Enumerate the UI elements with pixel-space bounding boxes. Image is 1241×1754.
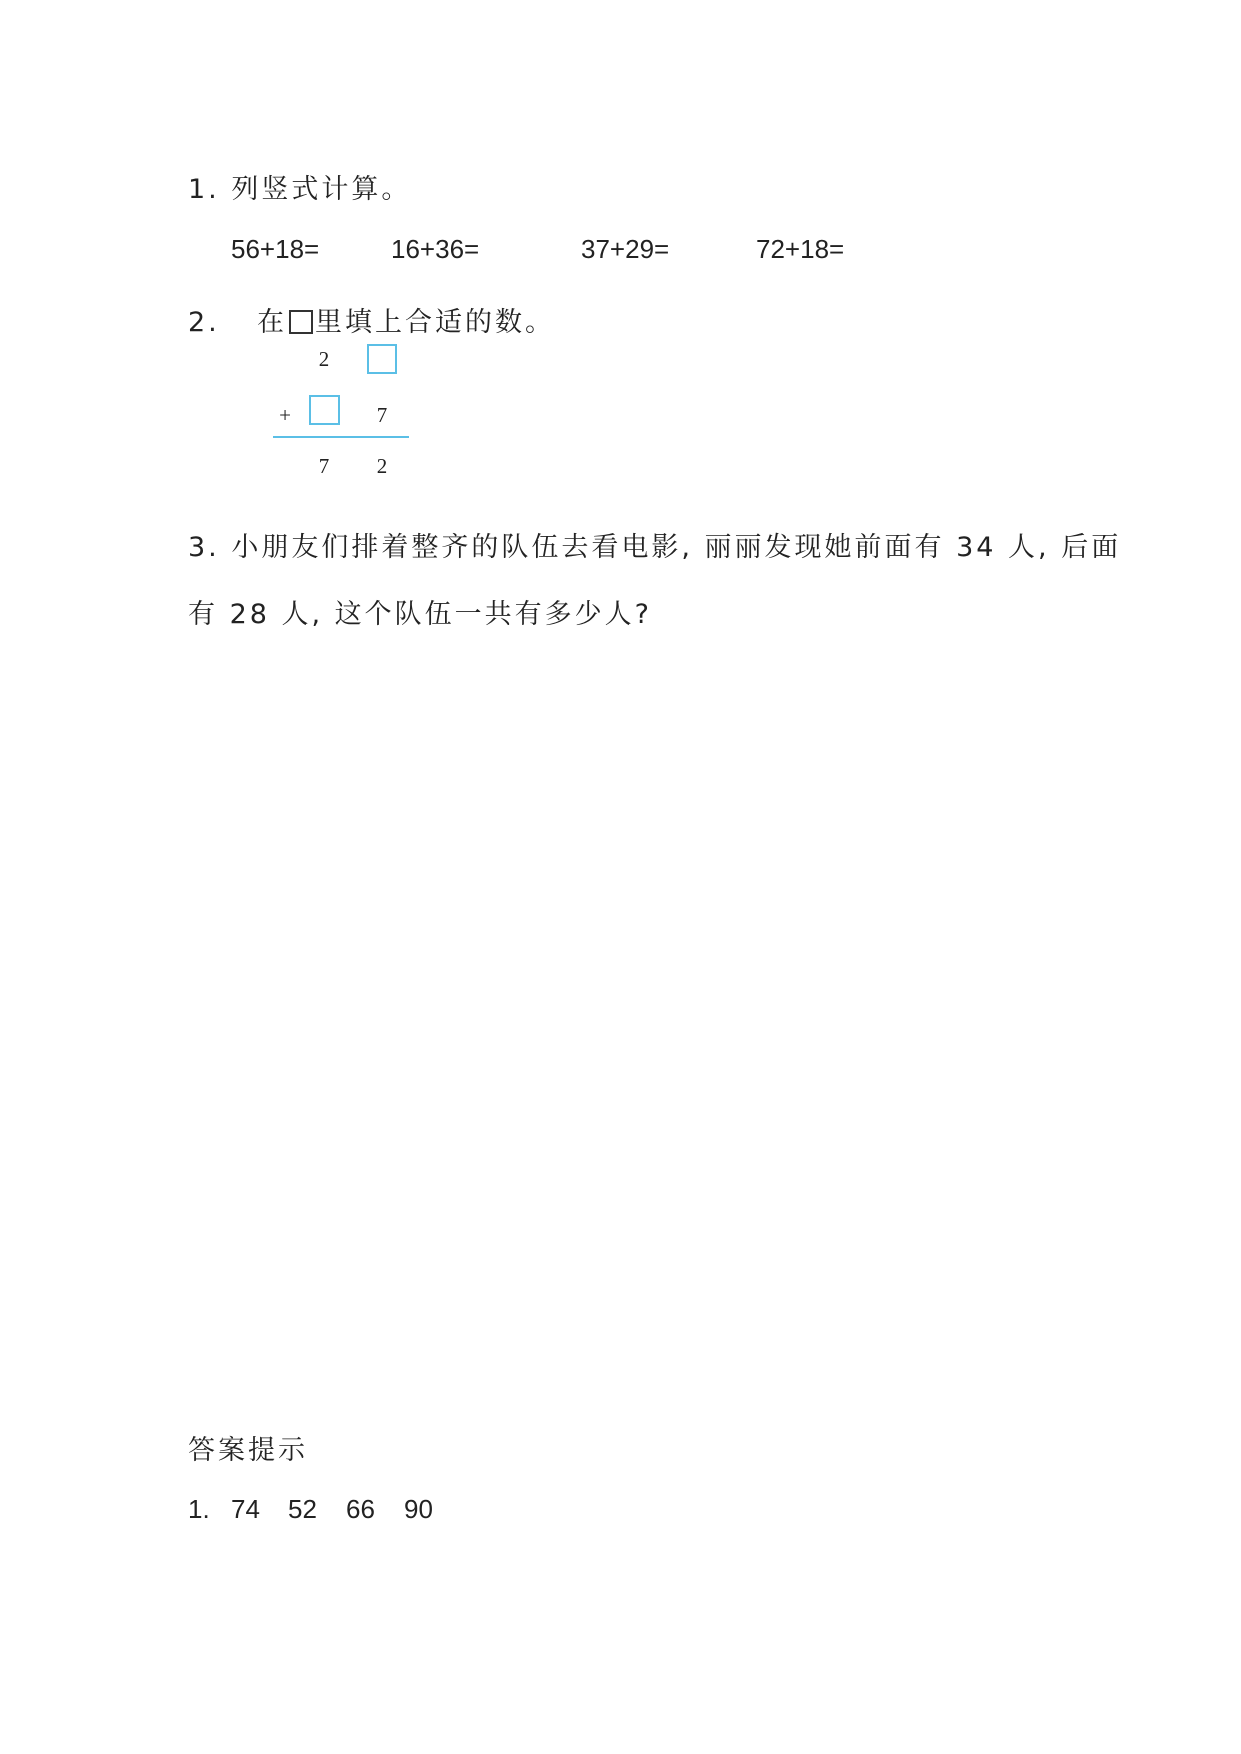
expression-1: 56+18=	[231, 234, 320, 264]
plus-sign: +	[279, 403, 291, 427]
result-ones-digit: 2	[376, 454, 388, 478]
question-2-text-after: 里填上合适的数。	[314, 307, 555, 338]
vertical-top-digit: 2	[318, 347, 330, 371]
expression-4: 72+18=	[756, 234, 845, 264]
question-2-text-before: 在	[256, 307, 287, 338]
result-tens-digit: 7	[318, 454, 330, 478]
answers-line-1-label: 1.	[188, 1494, 210, 1524]
question-1-title: 1. 列竖式计算。	[188, 174, 412, 205]
answers-heading: 答案提示	[188, 1435, 308, 1466]
answer-value-3: 66	[346, 1494, 375, 1524]
expression-2: 16+36=	[391, 234, 480, 264]
question-3-line-2: 有 28 人, 这个队伍一共有多少人?	[188, 599, 653, 630]
answer-value-2: 52	[288, 1494, 317, 1524]
expression-3: 37+29=	[581, 234, 670, 264]
sum-line	[273, 436, 409, 438]
vertical-mid-digit: 7	[376, 403, 388, 427]
answer-blank-top[interactable]	[367, 344, 397, 374]
question-3-line-1: 3. 小朋友们排着整齐的队伍去看电影, 丽丽发现她前面有 34 人, 后面	[188, 532, 1122, 563]
answer-value-4: 90	[404, 1494, 433, 1524]
answer-value-1: 74	[231, 1494, 260, 1524]
blank-box-icon	[289, 310, 313, 334]
question-2-title	[188, 300, 555, 339]
answer-blank-middle[interactable]	[309, 395, 340, 425]
question-2-number: 2.	[188, 307, 220, 338]
